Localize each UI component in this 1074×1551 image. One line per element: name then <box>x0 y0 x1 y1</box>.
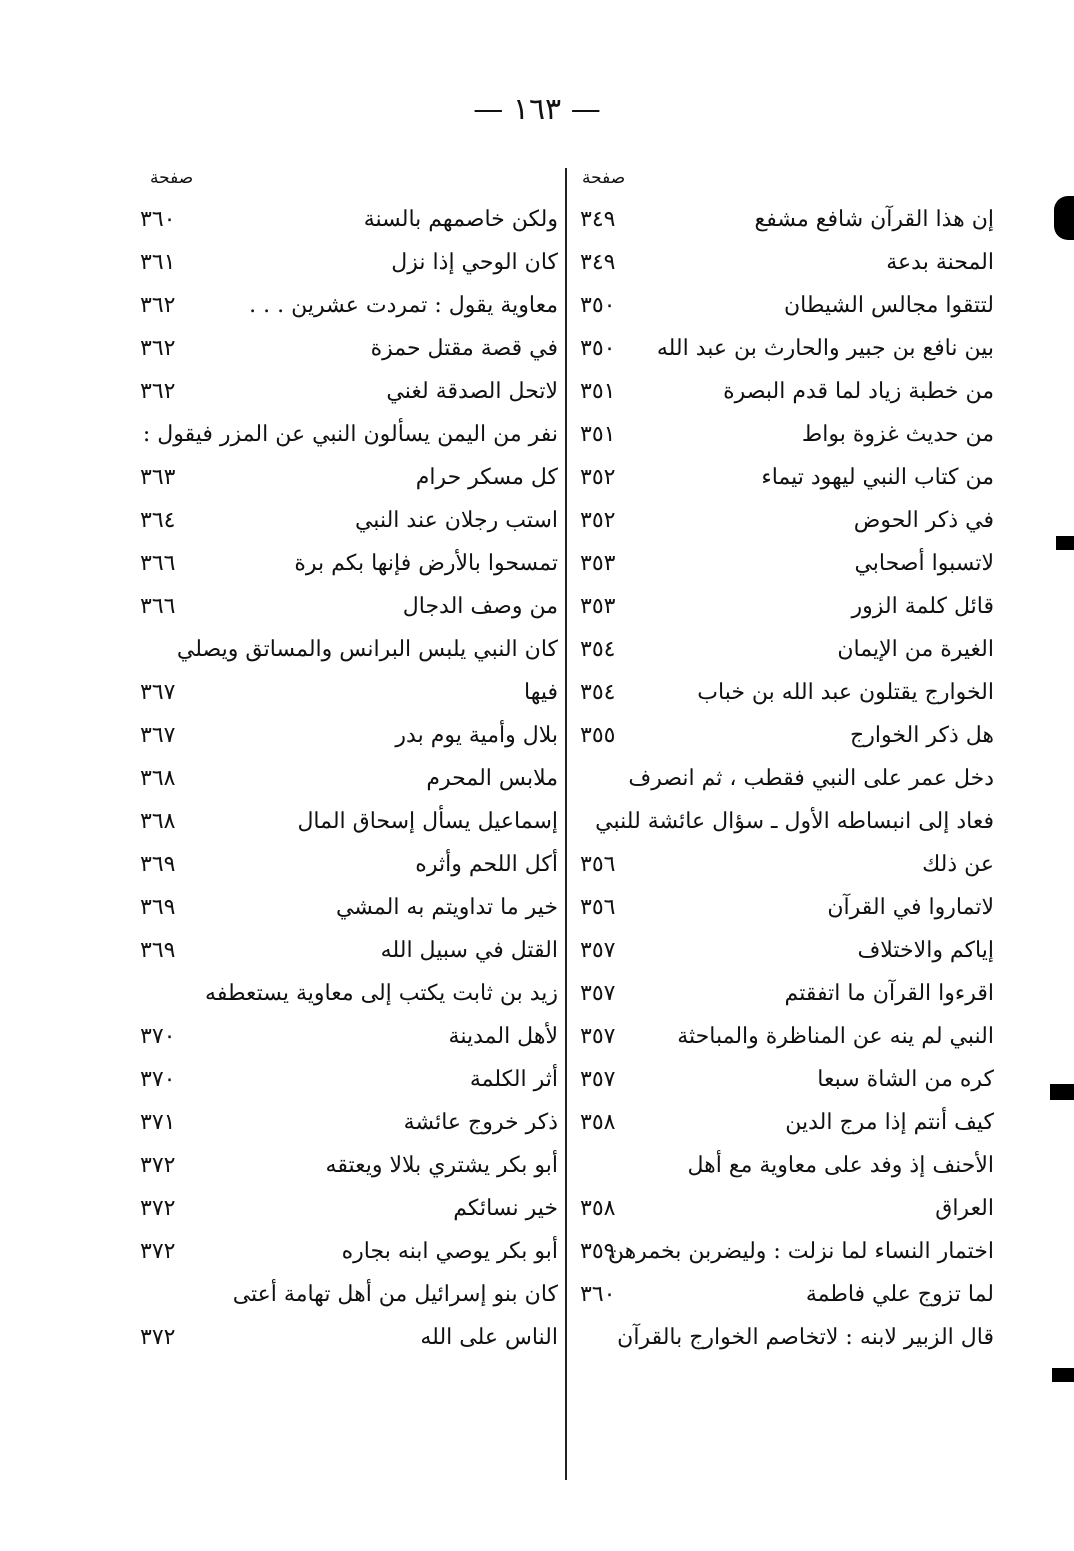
left-column-entry-title: الناس على الله <box>420 1325 558 1350</box>
left-column-entry-title: كان النبي يلبس البرانس والمساتق ويصلي <box>176 637 558 662</box>
right-column-entry-page: ٣٥٦ <box>580 852 616 877</box>
right-column-entry <box>580 714 994 757</box>
left-column-entry-page: ٣٧٠ <box>140 1067 176 1092</box>
right-column-entry <box>580 972 994 1015</box>
right-column-entry-page: ٣٥٢ <box>580 465 616 490</box>
right-column-entry <box>580 886 994 929</box>
left-column-entry-title: لأهل المدينة <box>448 1024 558 1049</box>
right-column-entry-page: ٣٥٢ <box>580 508 616 533</box>
right-column-entry-page: ٣٥١ <box>580 379 616 404</box>
left-column-entry <box>140 1144 558 1187</box>
right-column-entry-title: الخوارج يقتلون عبد الله بن خباب <box>697 680 994 705</box>
left-column-entry-title: فيها <box>524 680 558 705</box>
left-column-entry-title: في قصة مقتل حمزة <box>370 336 558 361</box>
right-column-entry-title: إياكم والاختلاف <box>857 938 994 963</box>
right-column-entry <box>580 1058 994 1101</box>
left-column-entry <box>140 413 558 456</box>
left-column-entry <box>140 671 558 714</box>
left-column-entry-title: زيد بن ثابت يكتب إلى معاوية يستعطفه <box>205 981 558 1006</box>
right-column-entry-page: ٣٥٨ <box>580 1196 616 1221</box>
right-column-entry-title: الغيرة من الإيمان <box>837 637 994 662</box>
left-column-entry-title: القتل في سبيل الله <box>380 938 558 963</box>
left-column-entry <box>140 714 558 757</box>
right-column-entry <box>580 1273 994 1316</box>
left-column-entry <box>140 1187 558 1230</box>
right-column-entry <box>580 1015 994 1058</box>
scan-edge-mark <box>1054 196 1074 240</box>
right-column-entry <box>580 1316 994 1359</box>
left-column-entry-page: ٣٧٢ <box>140 1239 176 1264</box>
right-column-entry-title: دخل عمر على النبي فقطب ، ثم انصرف <box>628 766 994 791</box>
right-column-entry-page: ٣٥٥ <box>580 723 616 748</box>
scan-edge-mark <box>1050 1084 1074 1100</box>
left-column-entry-title: أبو بكر يوصي ابنه بجاره <box>341 1239 558 1264</box>
right-column-entry-page: ٣٥٠ <box>580 336 616 361</box>
left-column-entry-title: ذكر خروج عائشة <box>403 1110 558 1135</box>
right-column-entry-page: ٣٦٠ <box>580 1282 616 1307</box>
right-column-header: صفحة <box>582 168 626 188</box>
right-column-entry-page: ٣٥٠ <box>580 293 616 318</box>
right-column-entry-title: قائل كلمة الزور <box>851 594 994 619</box>
right-column-entry <box>580 585 994 628</box>
right-column-entry-title: لما تزوج علي فاطمة <box>805 1282 994 1307</box>
right-column-entry <box>580 499 994 542</box>
left-column-entry <box>140 800 558 843</box>
left-column-entry-title: خير نسائكم <box>453 1196 558 1221</box>
right-column-entry-title: لاتسبوا أصحابي <box>854 551 994 576</box>
left-column-entry-page: ٣٦٢ <box>140 379 176 404</box>
right-column-entry-page: ٣٤٩ <box>580 250 616 275</box>
right-column-entry <box>580 370 994 413</box>
right-column-entry-title: الأحنف إذ وفد على معاوية مع أهل <box>687 1153 994 1178</box>
right-column-entry-page: ٣٥٣ <box>580 594 616 619</box>
right-column-entry-title: النبي لم ينه عن المناظرة والمباحثة <box>677 1024 994 1049</box>
right-column-entry-page: ٣٥٤ <box>580 680 616 705</box>
right-column-entry <box>580 757 994 800</box>
right-column-entry-page: ٣٥٧ <box>580 1067 616 1092</box>
left-column-entry-title: كان الوحي إذا نزل <box>391 250 558 275</box>
left-column-entry-page: ٣٦٩ <box>140 852 176 877</box>
left-column-entry <box>140 628 558 671</box>
left-column-entry-page: ٣٦٩ <box>140 938 176 963</box>
left-column-entry <box>140 198 558 241</box>
right-column-entry <box>580 800 994 843</box>
left-column-entry-title: أبو بكر يشتري بلالا ويعتقه <box>325 1153 558 1178</box>
left-column-entry <box>140 1058 558 1101</box>
right-column-entry-title: إن هذا القرآن شافع مشفع <box>754 207 994 232</box>
right-column-entry-title: بين نافع بن جبير والحارث بن عبد الله <box>656 336 994 361</box>
left-column-entry <box>140 757 558 800</box>
left-column-entry-title: ملابس المحرم <box>426 766 558 791</box>
right-column-entry <box>580 456 994 499</box>
left-column-entry-page: ٣٧٢ <box>140 1153 176 1178</box>
left-column-entry-page: ٣٦٧ <box>140 723 176 748</box>
right-column-entry <box>580 1144 994 1187</box>
right-column-entry <box>580 1230 994 1273</box>
right-column-entry <box>580 843 994 886</box>
right-column-entry-title: من حديث غزوة بواط <box>801 422 994 447</box>
right-column-entry-title: العراق <box>935 1196 994 1221</box>
left-column-entry-page: ٣٦١ <box>140 250 176 275</box>
right-column-entry-title: عن ذلك <box>922 852 994 877</box>
left-column-entry-page: ٣٦٠ <box>140 207 176 232</box>
left-column-entry <box>140 972 558 1015</box>
column-divider <box>565 168 567 1480</box>
left-column-entry-page: ٣٦٤ <box>140 508 176 533</box>
left-column-entry <box>140 585 558 628</box>
left-column-entry-title: ولكن خاصمهم بالسنة <box>363 207 558 232</box>
right-column-entry <box>580 1101 994 1144</box>
right-column-entry-page: ٣٥٧ <box>580 1024 616 1049</box>
right-column-entry-title: لتتقوا مجالس الشيطان <box>784 293 994 318</box>
scan-edge-mark <box>1052 1368 1074 1382</box>
right-column-entry-title: في ذكر الحوض <box>853 508 994 533</box>
left-column-entry-title: كان بنو إسرائيل من أهل تهامة أعتى <box>232 1282 558 1307</box>
right-column-entry <box>580 327 994 370</box>
scan-edge-mark <box>1056 536 1074 550</box>
left-column-entry <box>140 1101 558 1144</box>
left-column-entry-page: ٣٦٧ <box>140 680 176 705</box>
left-column-entry-page: ٣٦٩ <box>140 895 176 920</box>
right-column-entry-title: هل ذكر الخوارج <box>850 723 994 748</box>
left-column-entry-page: ٣٦٨ <box>140 809 176 834</box>
left-column-entry-page: ٣٧١ <box>140 1110 176 1135</box>
right-column-entry <box>580 1187 994 1230</box>
left-column-entry-title: لاتحل الصدقة لغني <box>386 379 558 404</box>
left-column-entry-title: أكل اللحم وأثره <box>415 852 558 877</box>
left-column-entry <box>140 1316 558 1359</box>
left-column-entry <box>140 370 558 413</box>
left-column-entry-page: ٣٦٦ <box>140 594 176 619</box>
right-column-entry-page: ٣٥٦ <box>580 895 616 920</box>
right-column-entry <box>580 198 994 241</box>
left-column-entry-page: ٣٦٣ <box>140 465 176 490</box>
right-column-entry-title: لاتماروا في القرآن <box>827 895 994 920</box>
left-column-entry-page: ٣٦٦ <box>140 551 176 576</box>
right-column-entry-page: ٣٥٩ <box>580 1239 616 1264</box>
left-column-entry <box>140 327 558 370</box>
left-column-entry <box>140 1230 558 1273</box>
right-column-entry-page: ٣٥٤ <box>580 637 616 662</box>
left-column-entry-title: أثر الكلمة <box>469 1067 558 1092</box>
left-column-entry <box>140 929 558 972</box>
right-column-entry-title: من كتاب النبي ليهود تيماء <box>761 465 994 490</box>
right-column-entry <box>580 284 994 327</box>
right-column-entry-title: اقرءوا القرآن ما اتفقتم <box>784 981 994 1006</box>
left-column-entry-title: خير ما تداويتم به المشي <box>335 895 558 920</box>
left-column-entry <box>140 1273 558 1316</box>
left-column-entry-page: ٣٦٢ <box>140 336 176 361</box>
left-column-entry <box>140 499 558 542</box>
left-column-header: صفحة <box>150 168 194 188</box>
left-column-entry-title: نفر من اليمن يسألون النبي عن المزر فيقول : <box>142 422 558 447</box>
right-column-entry-title: من خطبة زياد لما قدم البصرة <box>723 379 994 404</box>
right-column-entry <box>580 929 994 972</box>
right-column-entry <box>580 413 994 456</box>
right-column-entry-title: قال الزبير لابنه : لاتخاصم الخوارج بالقرآن <box>617 1325 994 1350</box>
left-column-entry <box>140 843 558 886</box>
right-column-entry <box>580 542 994 585</box>
left-column-entry-page: ٣٦٨ <box>140 766 176 791</box>
right-column-entry <box>580 628 994 671</box>
left-column-entry-title: تمسحوا بالأرض فإنها بكم برة <box>294 551 558 576</box>
left-column-entry <box>140 542 558 585</box>
left-column-entry <box>140 241 558 284</box>
left-column-entry-title: استب رجلان عند النبي <box>354 508 558 533</box>
left-column-entry <box>140 886 558 929</box>
left-column-entry-page: ٣٧٢ <box>140 1325 176 1350</box>
right-column-entry-page: ٣٥٨ <box>580 1110 616 1135</box>
right-column-entry-page: ٣٥٣ <box>580 551 616 576</box>
left-column-entry-page: ٣٦٢ <box>140 293 176 318</box>
right-column-entry-title: كيف أنتم إذا مرج الدين <box>785 1110 994 1135</box>
right-column-entry-page: ٣٤٩ <box>580 207 616 232</box>
right-column-entry <box>580 241 994 284</box>
right-column-entry-page: ٣٥٧ <box>580 938 616 963</box>
left-column-entry-page: ٣٧٢ <box>140 1196 176 1221</box>
left-column-entry-title: من وصف الدجال <box>402 594 558 619</box>
left-column-entry <box>140 456 558 499</box>
left-column-entry-title: إسماعيل يسأل إسحاق المال <box>297 809 558 834</box>
right-column-entry <box>580 671 994 714</box>
left-column-entry-title: كل مسكر حرام <box>415 465 558 490</box>
right-column-entry-title: المحنة بدعة <box>886 250 994 275</box>
right-column-entry-page: ٣٥١ <box>580 422 616 447</box>
left-column-entry-page: ٣٧٠ <box>140 1024 176 1049</box>
left-column-entry <box>140 1015 558 1058</box>
right-column-entry-title: فعاد إلى انبساطه الأول ـ سؤال عائشة للنبي <box>595 809 994 834</box>
left-column-entry-title: معاوية يقول : تمردت عشرين . . . <box>249 293 558 318</box>
right-column-entry-title: اختمار النساء لما نزلت : وليضربن بخمرهن <box>607 1239 994 1264</box>
page-number: — ١٦٣ — <box>473 92 601 127</box>
right-column-entry-page: ٣٥٧ <box>580 981 616 1006</box>
left-column-entry-title: بلال وأمية يوم بدر <box>395 723 558 748</box>
left-column-entry <box>140 284 558 327</box>
right-column-entry-title: كره من الشاة سبعا <box>817 1067 994 1092</box>
